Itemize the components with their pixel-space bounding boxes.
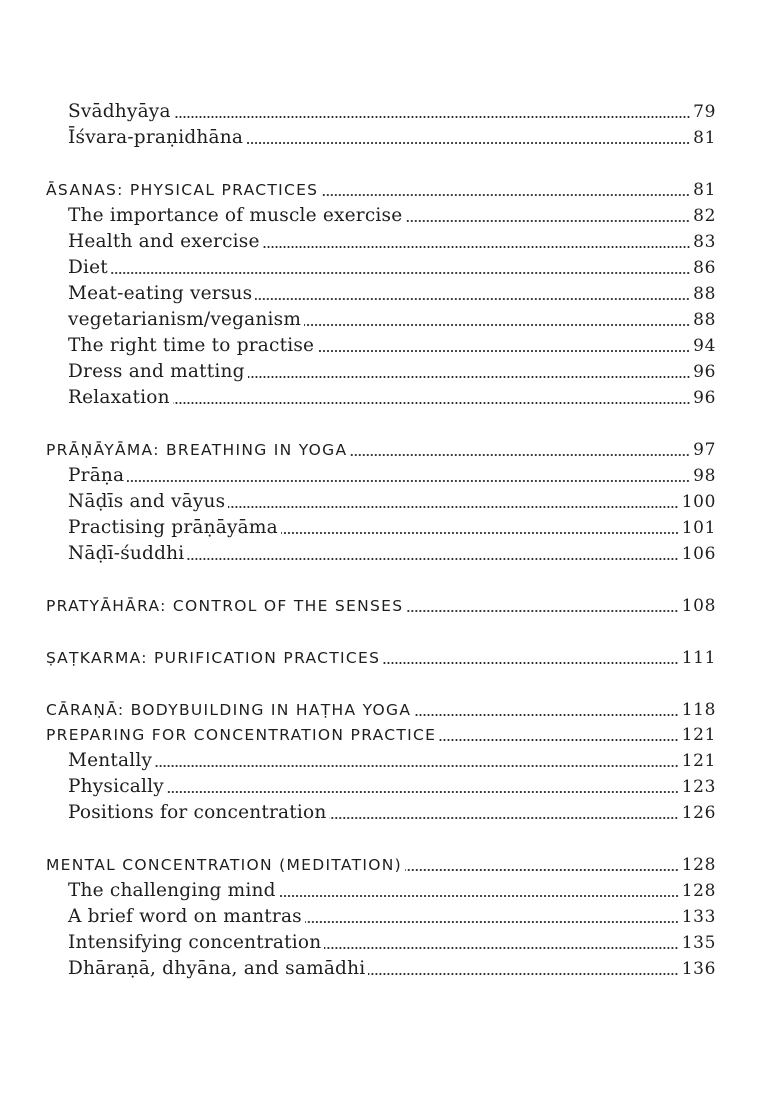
dot-leader	[383, 662, 678, 664]
dot-leader	[305, 921, 679, 923]
toc-page-number: 82	[693, 206, 716, 226]
dot-leader	[155, 765, 679, 767]
toc-entry-title: Dhāraṇā, dhyāna, and samādhi	[68, 958, 366, 979]
dot-leader	[127, 480, 690, 482]
toc-entry-title: A brief word on mantras	[68, 906, 302, 927]
toc-entry-title: Īśvara-praṇidhāna	[68, 127, 244, 148]
toc-entry	[68, 746, 716, 772]
toc-section-heading	[46, 175, 716, 201]
toc-entry	[68, 539, 716, 565]
dot-leader	[405, 220, 690, 222]
dot-leader	[304, 324, 690, 326]
toc-entry-title: vegetarianism/veganism	[68, 309, 302, 330]
toc-entry-title: ĀSANAS: PHYSICAL PRACTICES	[46, 181, 319, 199]
toc-entry	[68, 772, 716, 798]
toc-entry-title: Relaxation	[68, 387, 170, 408]
dot-leader	[317, 350, 690, 352]
toc-section-heading	[46, 591, 716, 617]
toc-entry-title: PREPARING FOR CONCENTRATION PRACTICE	[46, 726, 437, 744]
dot-leader	[248, 376, 690, 378]
dot-leader	[187, 558, 678, 560]
dot-leader	[368, 973, 678, 975]
toc-entry-title: ṢAṬKARMA: PURIFICATION PRACTICES	[46, 649, 381, 667]
toc-entry-title: PRATYĀHĀRA: CONTROL OF THE SENSES	[46, 597, 404, 615]
toc-entry-title: Intensifying concentration	[68, 932, 322, 953]
toc-entry	[68, 928, 716, 954]
toc-entry-title: The importance of muscle exercise	[68, 205, 403, 226]
dot-leader	[321, 194, 690, 196]
toc-page-number: 81	[693, 180, 716, 200]
toc-section-heading	[46, 720, 716, 746]
toc-entry-title: Mentally	[68, 750, 153, 771]
toc-entry-title: PRĀṆĀYĀMA: BREATHING IN YOGA	[46, 441, 348, 459]
dot-leader	[255, 298, 690, 300]
toc-entry-title: The challenging mind	[68, 880, 276, 901]
toc-page-number: 128	[681, 855, 716, 875]
dot-leader	[414, 714, 679, 716]
toc-page-number: 88	[693, 310, 716, 330]
dot-leader	[405, 869, 679, 871]
toc-page-number: 83	[693, 232, 716, 252]
dot-leader	[173, 402, 690, 404]
toc-page-number: 100	[681, 492, 716, 512]
toc-entry-title: Nāḍī-śuddhi	[68, 543, 185, 564]
toc-page-number: 98	[693, 466, 716, 486]
toc-entry	[68, 798, 716, 824]
toc-entry-title: The right time to practise	[68, 335, 315, 356]
toc-entry	[68, 201, 716, 227]
dot-leader	[167, 791, 679, 793]
toc-entry-title: Physically	[68, 776, 164, 797]
toc-entry-title: Positions for concentration	[68, 802, 327, 823]
toc-page-number: 118	[681, 700, 716, 720]
toc-page-number: 121	[681, 751, 716, 771]
toc-page-number: 135	[681, 933, 716, 953]
dot-leader	[406, 610, 678, 612]
toc-entry	[68, 227, 716, 253]
toc-entry	[68, 305, 716, 331]
toc-entry	[68, 461, 716, 487]
toc-page-number: 123	[681, 777, 716, 797]
toc-entry-title: Svādhyāya	[68, 101, 171, 122]
dot-leader	[279, 895, 679, 897]
toc-section-heading	[46, 643, 716, 669]
toc-entry-title: Health and exercise	[68, 231, 260, 252]
toc-entry-title: MENTAL CONCENTRATION (MEDITATION)	[46, 856, 402, 874]
toc-page-number: 94	[693, 336, 716, 356]
toc-page-number: 86	[693, 258, 716, 278]
toc-entry	[68, 279, 716, 305]
dot-leader	[228, 506, 678, 508]
toc-page-number: 88	[693, 284, 716, 304]
toc-entry-title: Practising prāṇāyāma	[68, 517, 278, 538]
toc-page-number: 128	[681, 881, 716, 901]
toc-entry	[68, 954, 716, 980]
dot-leader	[174, 116, 690, 118]
toc-page-number: 81	[693, 128, 716, 148]
toc-page-number: 106	[681, 544, 716, 564]
dot-leader	[329, 817, 678, 819]
toc-page-number: 97	[693, 440, 716, 460]
toc-page-number: 108	[681, 596, 716, 616]
toc-entry	[68, 331, 716, 357]
toc-page-number: 136	[681, 959, 716, 979]
dot-leader	[111, 272, 690, 274]
toc-entry	[68, 383, 716, 409]
toc-entry	[68, 876, 716, 902]
toc-page-number: 133	[681, 907, 716, 927]
toc-entry	[68, 97, 716, 123]
dot-leader	[350, 454, 690, 456]
toc-entry-title: Diet	[68, 257, 108, 278]
toc-entry-title: Prāṇa	[68, 465, 125, 486]
toc-page-number: 126	[681, 803, 716, 823]
toc-entry	[68, 487, 716, 513]
toc-section-heading	[46, 695, 716, 721]
toc-entry	[68, 357, 716, 383]
toc-section-heading	[46, 850, 716, 876]
dot-leader	[281, 532, 679, 534]
dot-leader	[263, 246, 691, 248]
dot-leader	[324, 947, 678, 949]
dot-leader	[439, 739, 678, 741]
toc-page-number: 96	[693, 388, 716, 408]
toc-entry-title: Nāḍīs and vāyus	[68, 491, 226, 512]
dot-leader	[246, 142, 690, 144]
toc-page-number: 111	[681, 648, 716, 668]
toc-entry	[68, 902, 716, 928]
toc-page-number: 96	[693, 362, 716, 382]
toc-entry-title: Meat-eating versus	[68, 283, 253, 304]
toc-section-heading	[46, 435, 716, 461]
toc-entry	[68, 123, 716, 149]
toc-entry-title: CĀRAṆĀ: BODYBUILDING IN HAṬHA YOGA	[46, 701, 412, 719]
toc-entry	[68, 253, 716, 279]
toc-entry	[68, 513, 716, 539]
toc-entry-title: Dress and matting	[68, 361, 245, 382]
toc-page-number: 79	[693, 102, 716, 122]
toc-page-number: 121	[681, 725, 716, 745]
toc-page-number: 101	[681, 518, 716, 538]
